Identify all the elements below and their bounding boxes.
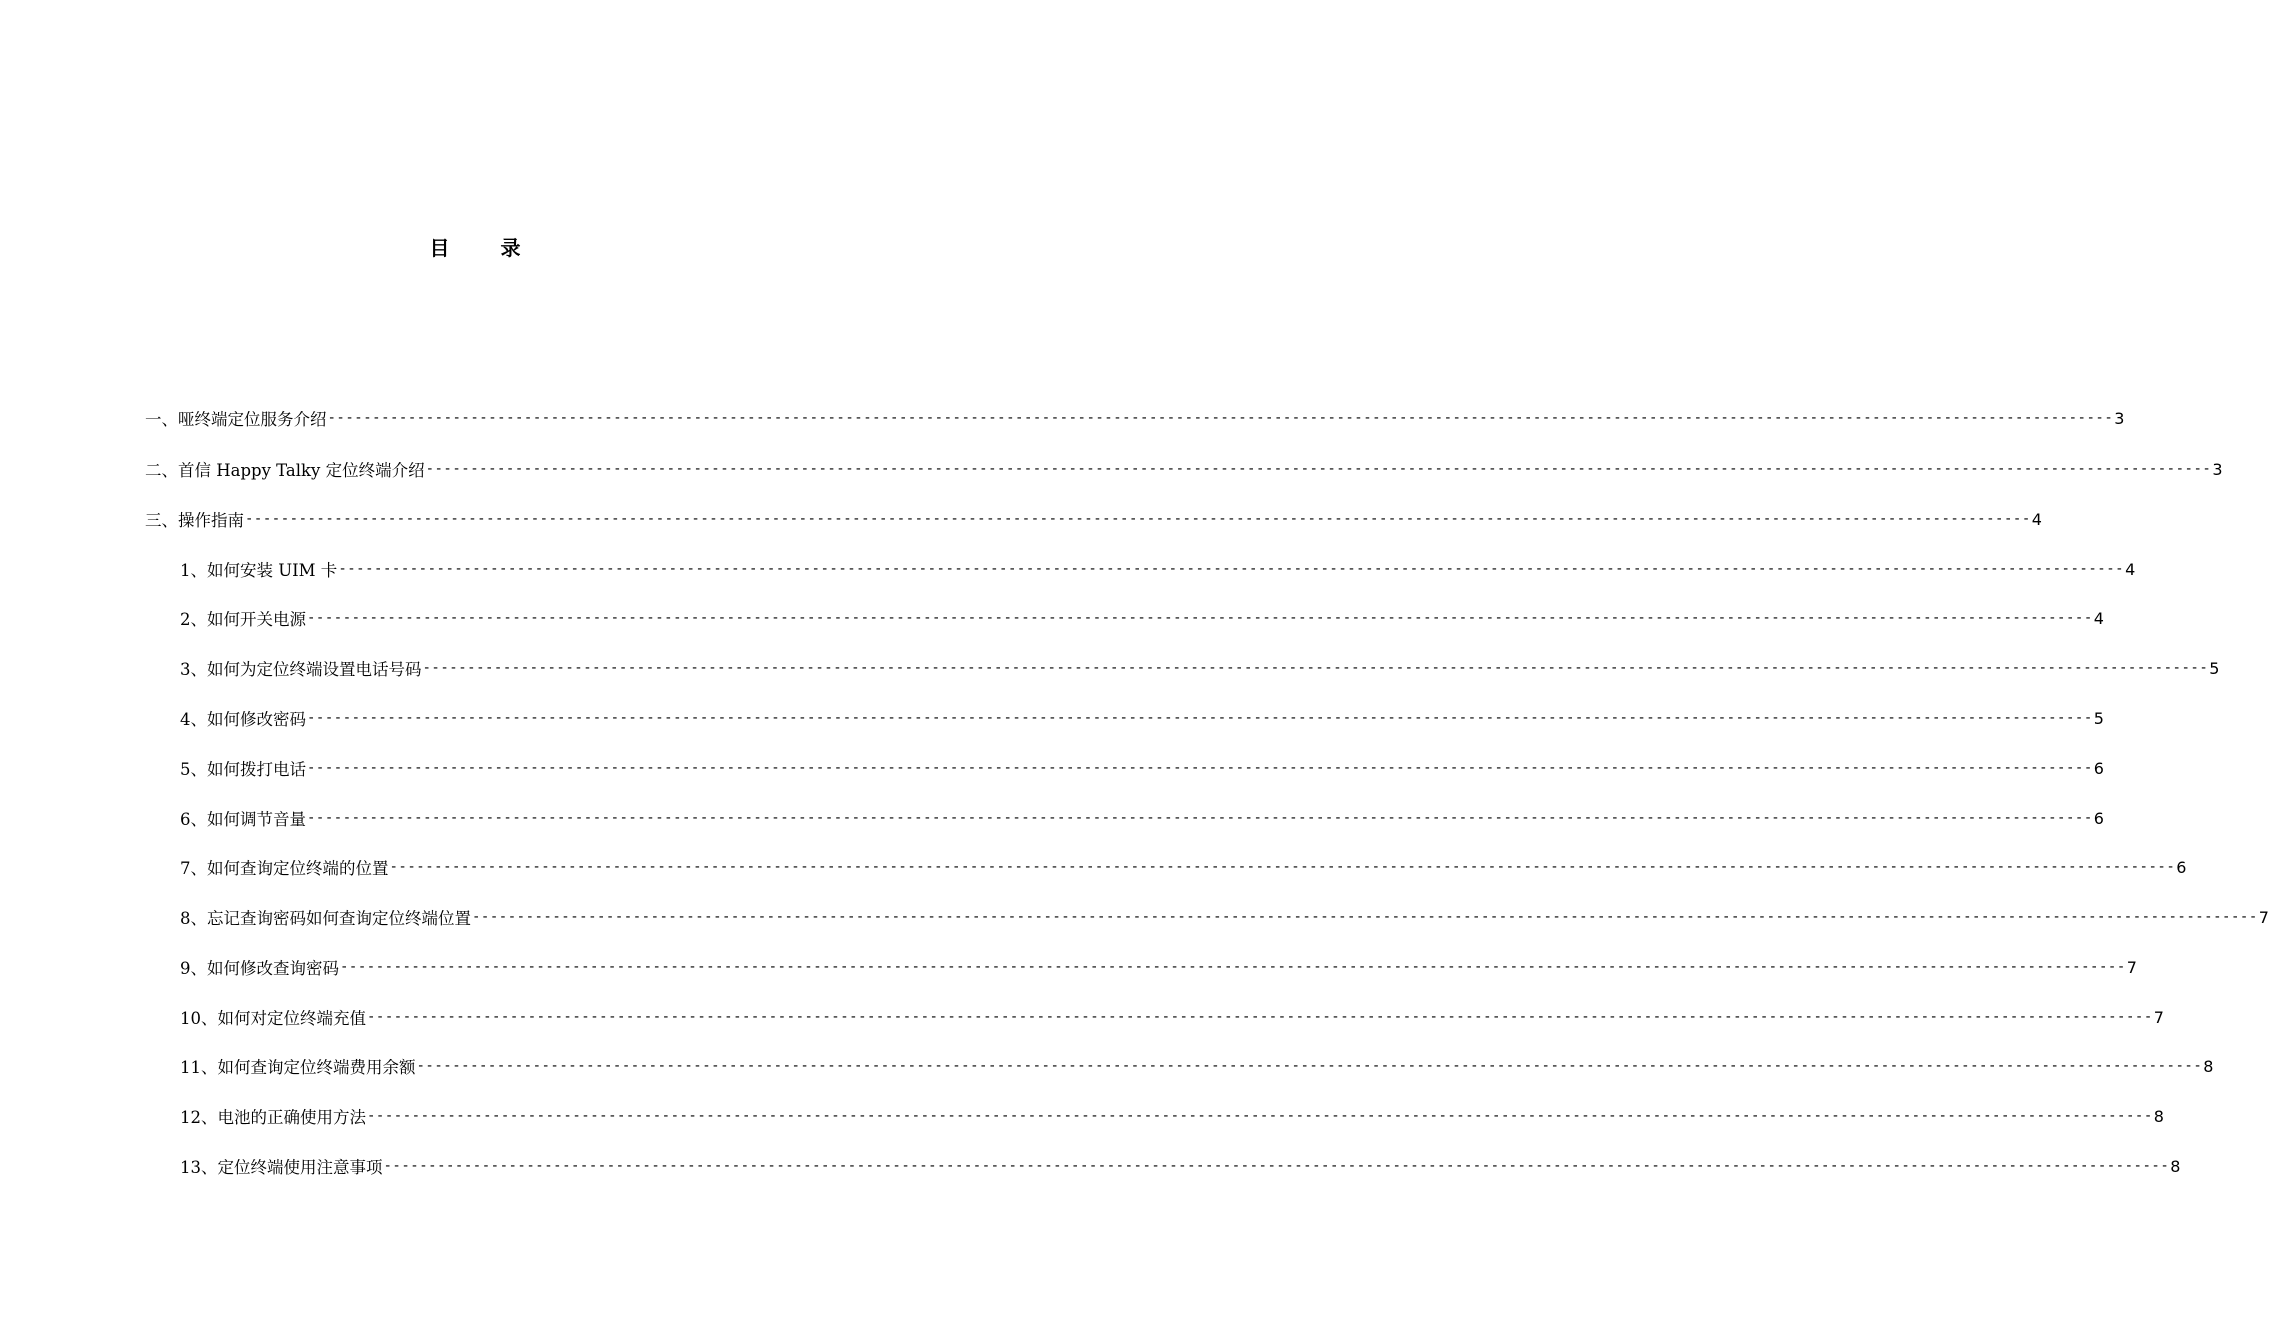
toc-entry[interactable] bbox=[145, 504, 2042, 534]
toc-entry-page: 8 bbox=[2203, 1056, 2214, 1076]
toc-entry-page: 8 bbox=[2153, 1106, 2164, 1126]
toc-leader: -------------------------------------------------------------------------------------------------------------------------------------------------------------------------------------------------------- bbox=[425, 461, 2212, 477]
toc-entry[interactable] bbox=[180, 952, 2137, 982]
toc-entry-page: 4 bbox=[2031, 509, 2042, 529]
toc-leader: -------------------------------------------------------------------------------------------------------------------------------------------------------------------------------------------------------- bbox=[338, 561, 2125, 577]
toc-entry[interactable] bbox=[180, 554, 2136, 584]
toc-leader: -------------------------------------------------------------------------------------------------------------------------------------------------------------------------------------------------------- bbox=[367, 1108, 2153, 1124]
toc-entry-page: 5 bbox=[2209, 658, 2220, 678]
toc-entry-label: 7、如何查询定位终端的位置 bbox=[180, 859, 389, 878]
toc-entry[interactable] bbox=[180, 1101, 2164, 1131]
toc-leader: -------------------------------------------------------------------------------------------------------------------------------------------------------------------------------------------------------- bbox=[367, 1009, 2153, 1025]
toc-leader: -------------------------------------------------------------------------------------------------------------------------------------------------------------------------------------------------------- bbox=[383, 1158, 2170, 1174]
toc-entry-label: 9、如何修改查询密码 bbox=[180, 959, 339, 978]
toc-entry-page: 4 bbox=[2125, 559, 2136, 579]
toc-entry-page: 3 bbox=[2114, 408, 2125, 428]
toc-entry-label: 11、如何查询定位终端费用余额 bbox=[180, 1058, 416, 1077]
toc-entry[interactable] bbox=[180, 653, 2220, 683]
toc-entry[interactable] bbox=[180, 1151, 2181, 1181]
toc-leader: -------------------------------------------------------------------------------------------------------------------------------------------------------------------------------------------------------- bbox=[389, 859, 2176, 875]
toc-leader: -------------------------------------------------------------------------------------------------------------------------------------------------------------------------------------------------------- bbox=[340, 959, 2126, 975]
toc-entry-page: 6 bbox=[2093, 808, 2104, 828]
toc-entry-label: 二、首信 Happy Talky 定位终端介绍 bbox=[145, 461, 425, 480]
toc-leader: -------------------------------------------------------------------------------------------------------------------------------------------------------------------------------------------------------- bbox=[327, 410, 2114, 426]
toc-entry-label: 1、如何安装 UIM 卡 bbox=[180, 561, 338, 580]
toc-entry-page: 7 bbox=[2258, 907, 2269, 927]
toc-entry-page: 5 bbox=[2093, 708, 2104, 728]
toc-entry-page: 3 bbox=[2212, 459, 2223, 479]
toc-entry-label: 3、如何为定位终端设置电话号码 bbox=[180, 660, 422, 679]
toc-entry[interactable] bbox=[180, 852, 2187, 882]
toc-entry-page: 4 bbox=[2093, 608, 2104, 628]
toc-entry-label: 5、如何拨打电话 bbox=[180, 760, 306, 779]
toc-leader: -------------------------------------------------------------------------------------------------------------------------------------------------------------------------------------------------------- bbox=[307, 710, 2093, 726]
toc-leader: -------------------------------------------------------------------------------------------------------------------------------------------------------------------------------------------------------- bbox=[416, 1058, 2203, 1074]
toc-leader: -------------------------------------------------------------------------------------------------------------------------------------------------------------------------------------------------------- bbox=[307, 810, 2093, 826]
toc-entry-label: 10、如何对定位终端充值 bbox=[180, 1009, 366, 1028]
toc-leader: -------------------------------------------------------------------------------------------------------------------------------------------------------------------------------------------------------- bbox=[307, 760, 2093, 776]
toc-entry-label: 三、操作指南 bbox=[145, 511, 244, 530]
toc-entry[interactable] bbox=[180, 753, 2104, 783]
toc-entry[interactable] bbox=[180, 603, 2104, 633]
toc-entry-page: 7 bbox=[2153, 1007, 2164, 1027]
toc-entry-page: 7 bbox=[2126, 957, 2137, 977]
toc-leader: -------------------------------------------------------------------------------------------------------------------------------------------------------------------------------------------------------- bbox=[472, 909, 2258, 925]
toc-leader: -------------------------------------------------------------------------------------------------------------------------------------------------------------------------------------------------------- bbox=[422, 660, 2209, 676]
toc-entry-page: 6 bbox=[2176, 857, 2187, 877]
toc-entry-label: 13、定位终端使用注意事项 bbox=[180, 1158, 383, 1177]
toc-entry[interactable] bbox=[180, 902, 2269, 932]
toc-entry[interactable] bbox=[180, 1051, 2214, 1081]
toc-entry[interactable] bbox=[180, 703, 2104, 733]
toc-entry-page: 8 bbox=[2170, 1156, 2181, 1176]
toc-entry-label: 2、如何开关电源 bbox=[180, 610, 306, 629]
toc-entry[interactable] bbox=[145, 454, 2223, 484]
toc-leader: -------------------------------------------------------------------------------------------------------------------------------------------------------------------------------------------------------- bbox=[307, 610, 2093, 626]
toc-entry[interactable] bbox=[145, 403, 2125, 433]
toc-entry-label: 8、忘记查询密码如何查询定位终端位置 bbox=[180, 909, 471, 928]
toc-entry-label: 一、哑终端定位服务介绍 bbox=[145, 410, 327, 429]
toc-entry-label: 4、如何修改密码 bbox=[180, 710, 306, 729]
toc-entry-label: 12、电池的正确使用方法 bbox=[180, 1108, 366, 1127]
toc-entry-label: 6、如何调节音量 bbox=[180, 810, 306, 829]
toc-entry[interactable] bbox=[180, 1002, 2164, 1032]
toc-entry-page: 6 bbox=[2093, 758, 2104, 778]
toc-leader: -------------------------------------------------------------------------------------------------------------------------------------------------------------------------------------------------------- bbox=[245, 511, 2031, 527]
toc-entry[interactable] bbox=[180, 803, 2104, 833]
toc-title: 目 录 bbox=[429, 236, 543, 260]
